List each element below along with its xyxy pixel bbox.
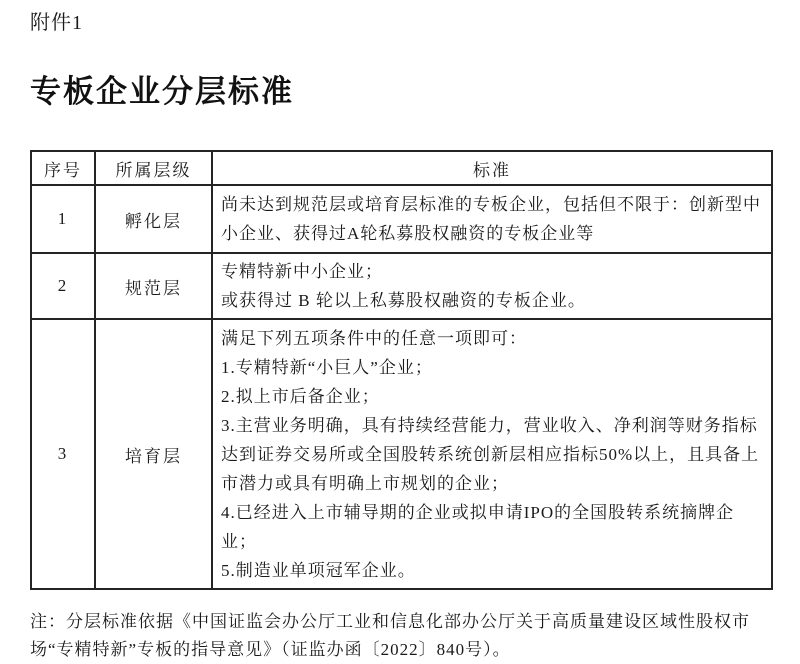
table-row [31,319,772,589]
cell-serial-number: 2 [31,253,95,319]
cell-criteria [212,319,772,589]
criteria-line: 1.专精特新“小巨人”企业； [221,357,433,377]
table-row [31,253,772,319]
criteria-line: 尚未达到规范层或培育层标准的专板企业，包括但不限于：创新型中小企业、获得过A轮私募股权融资的专板企业等 [221,195,761,243]
cell-level-name: 规范层 [95,253,212,319]
cell-serial-number: 1 [31,185,95,253]
criteria-line: 4.已经进入上市辅导期的企业或拟申请IPO的全国股转系统摘牌企业； [221,502,735,551]
column-header-level: 所属层级 [95,151,212,185]
column-header-standard: 标准 [212,151,772,185]
page-title: 专板企业分层标准 [30,74,294,109]
criteria-line: 3.主营业务明确，具有持续经营能力，营业收入、净利润等财务指标达到证券交易所或全国股转系统创新层相应指标50%以上，且具备上市潜力或具有明确上市规划的企业； [221,415,760,493]
table-body [31,185,772,589]
criteria-line: 或获得过 B 轮以上私募股权融资的专板企业。 [221,291,586,310]
table-header-row [31,151,772,185]
criteria-line: 专精特新中小企业； [221,262,383,281]
table-row [31,185,772,253]
cell-level-name: 孵化层 [95,185,212,253]
cell-serial-number: 3 [31,319,95,589]
column-header-serial: 序号 [31,151,95,185]
cell-level-name: 培育层 [95,319,212,589]
criteria-line: 5.制造业单项冠军企业。 [221,560,416,580]
criteria-line: 满足下列五项条件中的任意一项即可： [221,328,527,348]
footnote: 注：分层标准依据《中国证监会办公厅工业和信息化部办公厅关于高质量建设区域性股权市场“专精特新”专板的指导意见》（证监办函〔2022〕840号）。 [30,612,750,659]
cell-criteria [212,253,772,319]
attachment-label: 附件1 [30,12,83,34]
cell-criteria [212,185,772,253]
layer-standard-table [30,150,773,590]
criteria-line: 2.拟上市后备企业； [221,386,380,406]
